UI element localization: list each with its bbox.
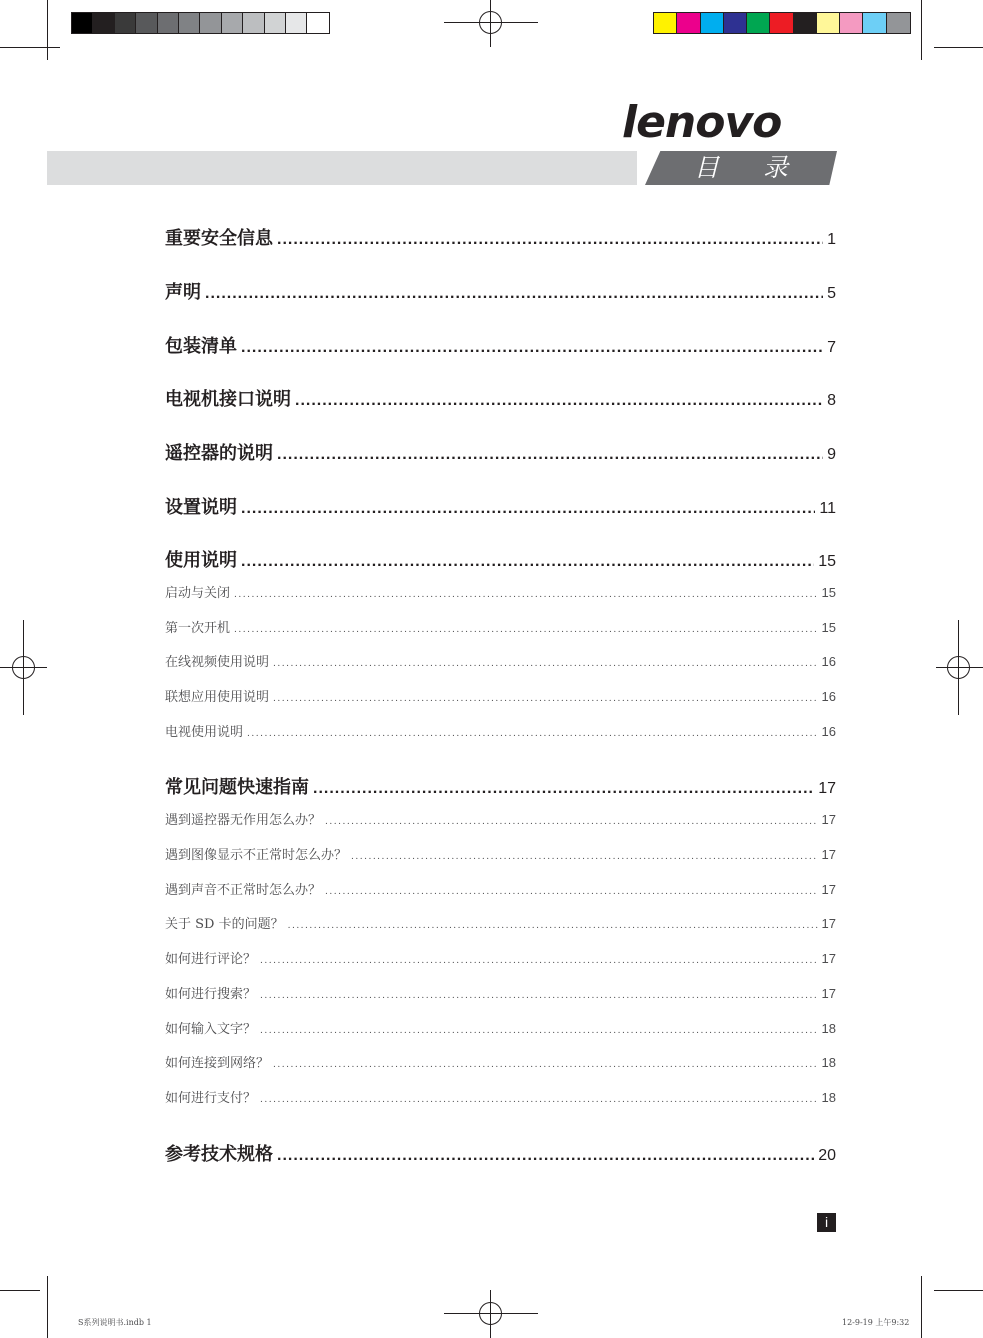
toc-entry-page: 17 [818, 780, 836, 797]
toc-subentry[interactable] [165, 844, 836, 863]
color-swatch [265, 13, 286, 33]
toc-leader-dots [288, 921, 818, 931]
toc-entry-page: 15 [821, 620, 836, 635]
toc-leader-dots [247, 729, 818, 739]
registration-circle [947, 656, 970, 679]
toc-leader-dots [273, 659, 818, 669]
color-swatch [654, 13, 677, 33]
color-swatch [93, 13, 114, 33]
toc-entry-label: 设置说明 [165, 497, 237, 518]
toc-entry[interactable] [165, 1140, 836, 1166]
crop-mark [921, 1276, 922, 1338]
toc-entry[interactable] [165, 224, 836, 250]
registration-circle [12, 656, 35, 679]
toc-leader-dots [277, 1147, 814, 1165]
toc-subentry[interactable] [165, 617, 836, 636]
toc-entry-page: 17 [821, 916, 836, 931]
color-swatch [863, 13, 886, 33]
toc-entry-page: 15 [818, 553, 836, 570]
toc-entry-label: 第一次开机 [165, 621, 231, 636]
crop-mark [934, 47, 983, 48]
toc-entry-label: 启动与关闭 [165, 586, 231, 601]
toc-entry-label: 关于 SD 卡的问题？ [165, 917, 284, 932]
toc-entry-label: 声明 [165, 282, 201, 303]
toc-entry[interactable] [165, 332, 836, 358]
toc-entry-label: 重要安全信息 [165, 228, 273, 249]
toc-leader-dots [273, 1060, 818, 1070]
toc-entry-page: 16 [821, 724, 836, 739]
color-swatch [770, 13, 793, 33]
color-swatch [243, 13, 264, 33]
color-swatch [222, 13, 243, 33]
toc-leader-dots [273, 694, 818, 704]
toc-leader-dots [234, 590, 818, 600]
toc-entry-page: 17 [821, 882, 836, 897]
toc-leader-dots [260, 991, 818, 1001]
toc-subentry[interactable] [165, 948, 836, 967]
toc-entry-label: 遇到声音不正常时怎么办？ [165, 883, 322, 898]
toc-entry-label: 如何连接到网络？ [165, 1056, 270, 1071]
toc-subentry[interactable] [165, 651, 836, 670]
toc-leader-dots [241, 500, 815, 518]
toc-subentry[interactable] [165, 1018, 836, 1037]
toc-entry-page: 1 [827, 231, 836, 248]
lenovo-logo: lenovo [622, 97, 782, 148]
grayscale-calibration-bar [71, 12, 330, 34]
footer-timestamp: 12-9-19 上午9:32 [842, 1318, 910, 1327]
toc-entry-label: 如何输入文字？ [165, 1022, 257, 1037]
toc-entry-label: 如何进行支付？ [165, 1091, 257, 1106]
toc-entry[interactable] [165, 773, 836, 799]
toc-entry-label: 包装清单 [165, 336, 237, 357]
toc-entry-label: 遥控器的说明 [165, 443, 273, 464]
toc-subentry[interactable] [165, 1052, 836, 1071]
toc-leader-dots [234, 625, 818, 635]
color-swatch [724, 13, 747, 33]
toc-entry-page: 16 [821, 689, 836, 704]
toc-entry-label: 如何进行搜索？ [165, 987, 257, 1002]
toc-entry-page: 17 [821, 847, 836, 862]
toc-subentry[interactable] [165, 879, 836, 898]
crop-mark [934, 1290, 983, 1291]
color-swatch [677, 13, 700, 33]
toc-entry-page: 11 [819, 500, 836, 517]
toc-entry-label: 在线视频使用说明 [165, 655, 270, 670]
toc-entry-label: 使用说明 [165, 550, 237, 571]
toc-subentry[interactable] [165, 913, 836, 932]
crop-mark [0, 47, 60, 48]
toc-entry-page: 18 [821, 1055, 836, 1070]
color-swatch [158, 13, 179, 33]
color-calibration-bar [653, 12, 911, 34]
toc-entry-page: 17 [821, 951, 836, 966]
toc-entry-label: 遇到遥控器无作用怎么办？ [165, 813, 322, 828]
toc-entry-label: 电视使用说明 [165, 725, 244, 740]
toc-entry-page: 15 [821, 585, 836, 600]
toc-leader-dots [260, 956, 818, 966]
toc-subentry[interactable] [165, 983, 836, 1002]
color-swatch [136, 13, 157, 33]
crop-mark [921, 0, 922, 60]
color-swatch [794, 13, 817, 33]
toc-entry-label: 电视机接口说明 [165, 389, 291, 410]
crop-mark [47, 1276, 48, 1338]
color-swatch [200, 13, 221, 33]
toc-leader-dots [260, 1095, 818, 1105]
toc-leader-dots [325, 887, 818, 897]
toc-entry-page: 17 [821, 812, 836, 827]
toc-leader-dots [295, 392, 823, 410]
toc-entry-label: 常见问题快速指南 [165, 777, 309, 798]
toc-entry[interactable] [165, 493, 836, 519]
color-swatch [286, 13, 307, 33]
toc-leader-dots [313, 780, 814, 798]
toc-leader-dots [277, 446, 823, 464]
toc-entry-page: 20 [818, 1147, 836, 1164]
toc-entry-page: 18 [821, 1090, 836, 1105]
toc-subentry[interactable] [165, 686, 836, 705]
color-swatch [701, 13, 724, 33]
color-swatch [179, 13, 200, 33]
crop-mark [47, 0, 48, 60]
registration-circle [479, 11, 502, 34]
toc-leader-dots [241, 339, 823, 357]
toc-leader-dots [277, 231, 823, 249]
toc-leader-dots [241, 553, 814, 571]
color-swatch [840, 13, 863, 33]
page-number: i [817, 1213, 836, 1232]
toc-leader-dots [205, 285, 823, 303]
toc-subentry[interactable] [165, 1087, 836, 1106]
crop-mark [0, 1290, 40, 1291]
toc-entry[interactable] [165, 385, 836, 411]
footer-file-info: S系列说明书.indb 1 [78, 1318, 152, 1327]
toc-entry[interactable] [165, 278, 836, 304]
toc-entry-page: 9 [827, 446, 836, 463]
toc-entry-label: 如何进行评论？ [165, 952, 257, 967]
toc-leader-dots [260, 1026, 818, 1036]
color-swatch [115, 13, 136, 33]
toc-entry[interactable] [165, 546, 836, 572]
color-swatch [817, 13, 840, 33]
toc-entry-page: 5 [827, 285, 836, 302]
toc-entry-page: 7 [827, 339, 836, 356]
registration-circle [479, 1302, 502, 1325]
color-swatch [747, 13, 770, 33]
toc-entry-label: 联想应用使用说明 [165, 690, 270, 705]
header-band-gap [637, 151, 645, 185]
toc-subentry[interactable] [165, 809, 836, 828]
toc-entry-page: 8 [827, 392, 836, 409]
toc-entry-label: 参考技术规格 [165, 1144, 273, 1165]
toc-entry-page: 16 [821, 654, 836, 669]
header-band [47, 151, 637, 185]
toc-subentry[interactable] [165, 721, 836, 740]
toc-entry[interactable] [165, 439, 836, 465]
toc-entry-label: 遇到图像显示不正常时怎么办？ [165, 848, 348, 863]
color-swatch [307, 13, 328, 33]
color-swatch [887, 13, 910, 33]
page-title: 目 录 [694, 153, 806, 182]
toc-leader-dots [325, 817, 818, 827]
toc-entry-page: 18 [821, 1021, 836, 1036]
toc-leader-dots [351, 852, 818, 862]
toc-subentry[interactable] [165, 582, 836, 601]
color-swatch [72, 13, 93, 33]
toc-entry-page: 17 [821, 986, 836, 1001]
